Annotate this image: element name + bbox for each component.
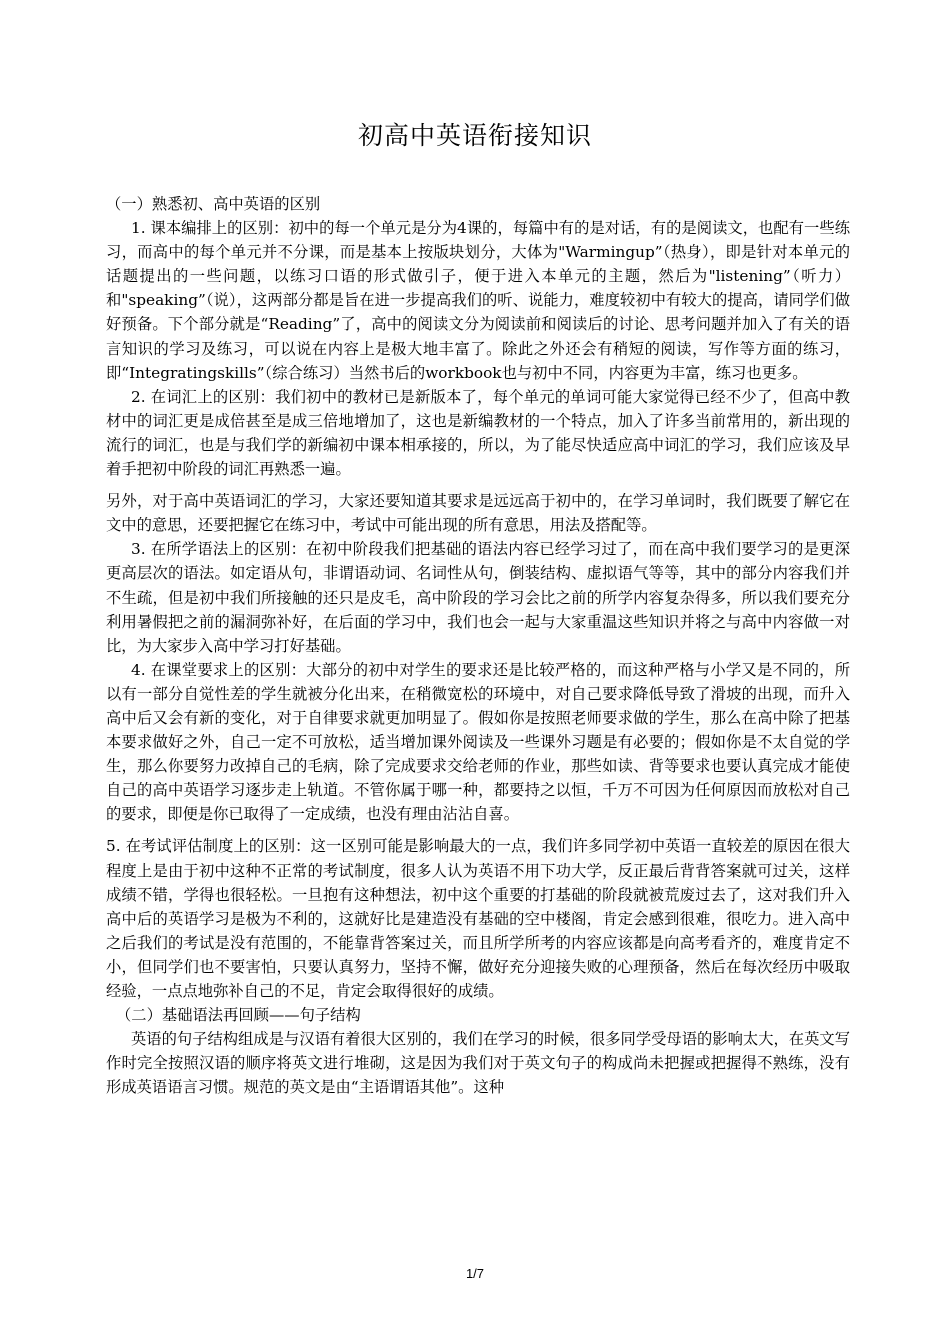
- document-title: 初高中英语衔接知识: [357, 121, 592, 150]
- document-body: [106, 192, 850, 1099]
- paragraph-4: 3. 在所学语法上的区别：在初中阶段我们把基础的语法内容已经学习过了，而在高中我们要学习的是更深更高层次的语法。如定语从句，非谓语动词、名词性从句，倒装结构、虚拟语气等等，其中的部分内容我们并不生疏，但是初中我们所接触的还只是皮毛，高中阶段的学习会比之前的所学内容复杂得多，所以我们要充分利用暑假把之前的漏洞弥补好，在后面的学习中，我们也会一起与大家重温这些知识并将之与高中内容做一对比，为大家步入高中学习打好基础。: [106, 540, 850, 655]
- paragraph-5: 4. 在课堂要求上的区别：大部分的初中对学生的要求还是比较严格的，而这种严格与小学又是不同的，所以有一部分自觉性差的学生就被分化出来，在稍微宽松的环境中，对自己要求降低导致了滑坡的出现，而升入高中后又会有新的变化，对于自律要求就更加明显了。假如你是按照老师要求做的学生，那么在高中除了把基本要求做好之外，自己一定不可放松，适当增加课外阅读及一些课外习题是有必要的；假如你是不太自觉的学生，那么你要努力改掉自己的毛病，除了完成要求交给老师的作业，那些如读、背等要求也要认真完成才能使自己的高中英语学习逐步走上轨道。不管你属于哪一种，都要持之以恒，千万不可因为任何原因而放松对自己的要求，即便是你已取得了一定成绩，也没有理由沾沾自喜。: [106, 660, 850, 824]
- paragraph-1: 1. 课本编排上的区别：初中的每一个单元是分为4课的，每篇中有的是对话，有的是阅读文，也配有一些练习，而高中的每个单元并不分课，而是基本上按版块划分，大体为"Warmingup”（热身），即是针对本单元的话题提出的一些问题，以练习口语的形式做引子，便于进入本单元的主题，然后为"listening”（听力）和"speaking”（说），这两部分都是旨在进一步提高我们的听、说能力，难度较初中有较大的提高，请同学们做好预备。下个部分就是“Reading”了，高中的阅读文分为阅读前和阅读后的讨论、思考问题并加入了有关的语言知识的学习及练习，可以说在内容上是极大地丰富了。除此之外还会有稍短的阅读，写作等方面的练习，即“Integratingskills”（综合练习）当然书后的workbook也与初中不同，内容更为丰富，练习也更多。: [106, 219, 850, 382]
- page-number: 1/7: [465, 1266, 485, 1281]
- section-heading-2: （二）基础语法再回顾——句子结构: [116, 1006, 361, 1025]
- paragraph-6: 5. 在考试评估制度上的区别：这一区别可能是影响最大的一点，我们许多同学初中英语一直较差的原因在很大程度上是由于初中这种不正常的考试制度，很多人认为英语不用下功大学，反正最后背背答案就可过关，这样成绩不错，学得也很轻松。一旦抱有这种想法，初中这个重要的打基础的阶段就被荒废过去了，这对我们升入高中后的英语学习是极为不利的，这就好比是建造没有基础的空中楼阁，肯定会感到很难，很吃力。进入高中之后我们的考试是没有范围的，不能靠背答案过关，而且所学所考的内容应该都是向高考看齐的，难度肯定不小，但同学们也不要害怕，只要认真努力，坚持不懈，做好充分迎接失败的心理预备，然后在每次经历中吸取经验，一点点地弥补自己的不足，肯定会取得很好的成绩。: [106, 837, 850, 1000]
- paragraph-2: 2. 在词汇上的区别：我们初中的教材已是新版本了，每个单元的单词可能大家觉得已经不少了，但高中教材中的词汇更是成倍甚至是成三倍地增加了，这也是新编教材的一个特点，加入了许多当前常用的，新出现的流行的词汇，也是与我们学的新编初中课本相承接的，所以，为了能尽快适应高中词汇的学习，我们应该及早着手把初中阶段的词汇再熟悉一遍。: [106, 387, 850, 479]
- section-heading-1: （一）熟悉初、高中英语的区别: [106, 195, 321, 213]
- paragraph-3: 另外，对于高中英语词汇的学习，大家还要知道其要求是远远高于初中的，在学习单词时，我们既要了解它在文中的意思，还要把握它在练习中，考试中可能出现的所有意思，用法及搭配等。: [106, 492, 850, 535]
- paragraph-7: 英语的句子结构组成是与汉语有着很大区别的，我们在学习的时候，很多同学受母语的影响太大，在英文写作时完全按照汉语的顺序将英文进行堆砌，这是因为我们对于英文句子的构成尚未把握或把握得不熟练，没有形成英语语言习惯。规范的英文是由“主语谓语其他”。这种: [106, 1030, 850, 1097]
